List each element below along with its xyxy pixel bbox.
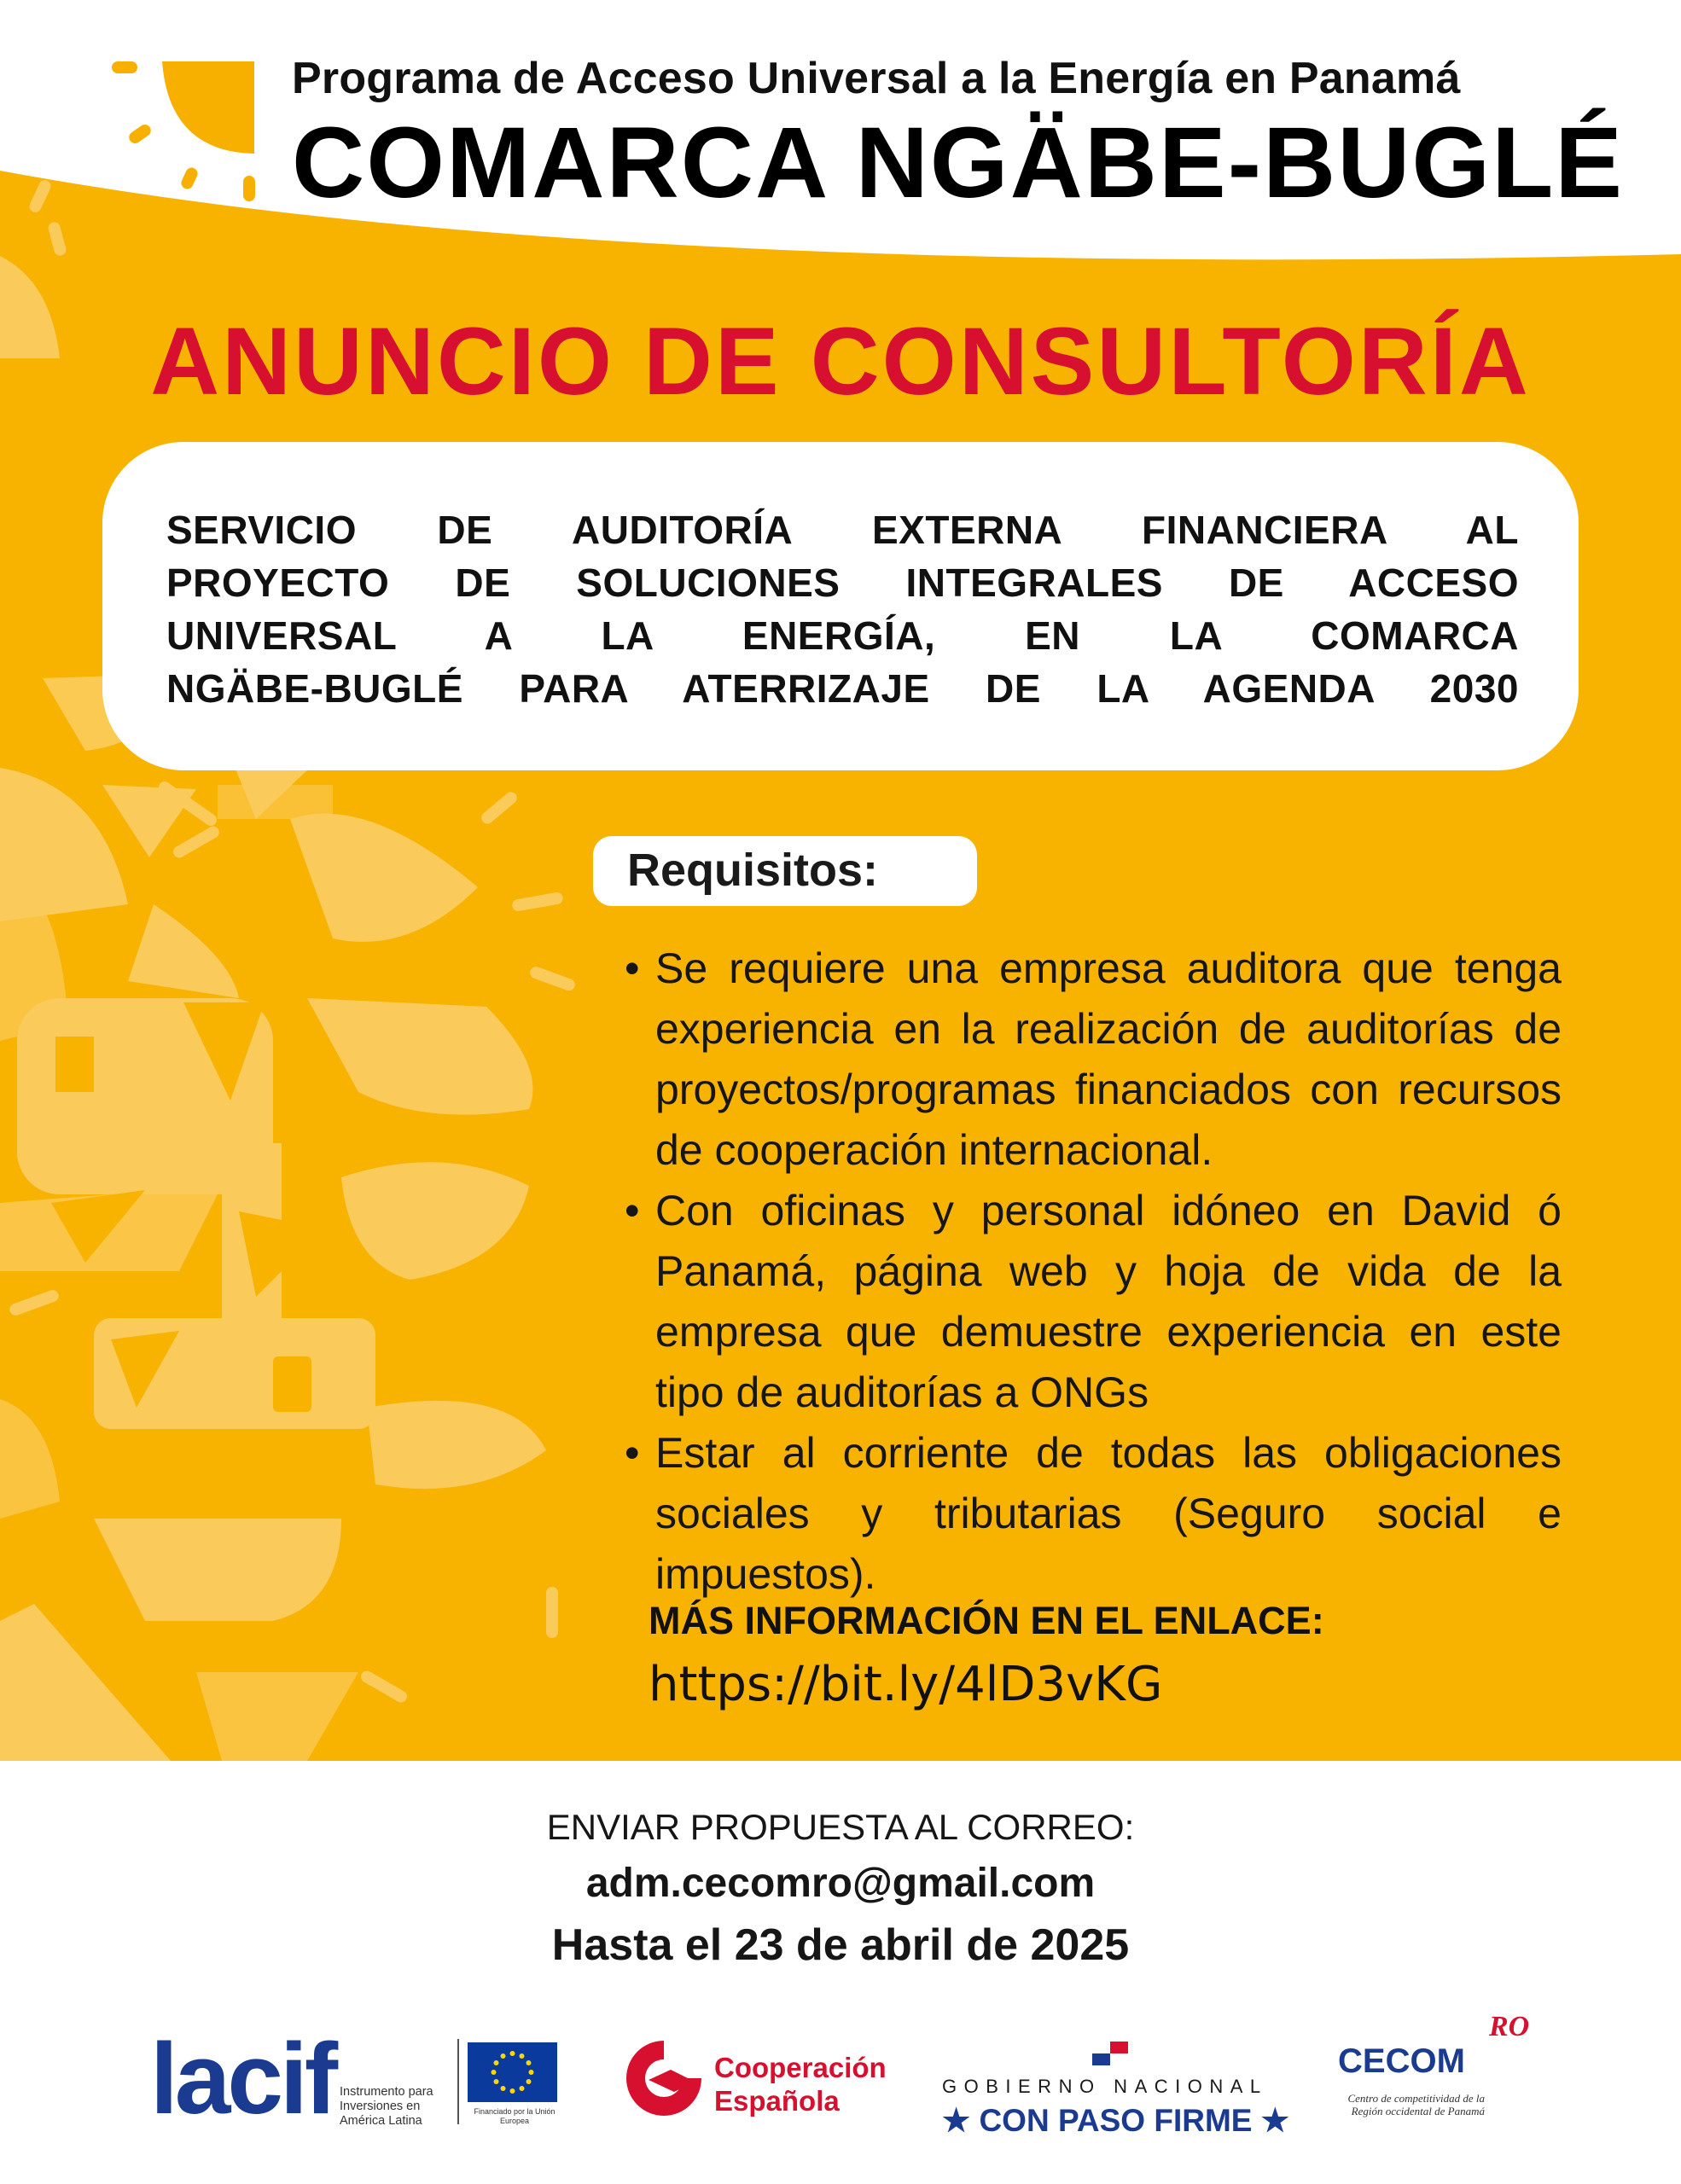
gobierno-line1: GOBIERNO NACIONAL	[942, 2076, 1268, 2097]
service-title-line: SERVICIO DE AUDITORÍA EXTERNA FINANCIERA AL	[166, 508, 1519, 552]
info-link[interactable]: https://bit.ly/4lD3vKG	[649, 1657, 1163, 1712]
requirement-text: Con oficinas y personal idóneo en David ó Panamá, página web y hoja de vida de la empresa que demuestre experiencia en este tipo de auditorías a ONGs	[655, 1187, 1562, 1416]
lacif-subtitle: Instrumento para Inversiones en América Latina	[340, 2085, 433, 2128]
cooperacion-line2: Española	[714, 2085, 840, 2117]
service-title-line: PROYECTO DE SOLUCIONES INTEGRALES DE ACCESO	[166, 561, 1519, 605]
service-title	[166, 503, 1519, 715]
requirement-item	[623, 938, 1562, 1181]
cecom-logo: CECOM	[1338, 2042, 1465, 2080]
logo-divider	[457, 2039, 459, 2124]
bullet-icon: •	[625, 1429, 640, 1477]
send-proposal-label: ENVIAR PROPUESTA AL CORREO:	[546, 1807, 1135, 1847]
region-title: COMARCA NGÄBE-BUGLÉ	[292, 107, 1624, 219]
requirement-text: Estar al corriente de todas las obligaciones sociales y tributarias (Seguro social e impuestos).	[655, 1429, 1562, 1598]
panama-flag-icon	[1092, 2042, 1128, 2065]
requirement-item	[623, 1423, 1562, 1605]
lacif-logo: lacif	[150, 2023, 335, 2135]
service-title-line: UNIVERSAL A LA ENERGÍA, EN LA COMARCA	[166, 613, 1519, 658]
cecom-subtitle: Centro de competitividad de la Región occidental de Panamá	[1347, 2092, 1485, 2117]
requirements-label: Requisitos:	[627, 845, 879, 896]
cooperacion-espanola-logo	[714, 2051, 887, 2117]
requirements-list	[623, 938, 1562, 1605]
bullet-icon: •	[625, 944, 640, 992]
announcement-heading: ANUNCIO DE CONSULTORÍA	[150, 308, 1531, 415]
program-title: Programa de Acceso Universal a la Energía en Panamá	[292, 54, 1461, 103]
gobierno-line2: ★ CON PASO FIRME ★	[942, 2103, 1289, 2138]
requirement-text: Se requiere una empresa auditora que tenga experiencia en la realización de auditorías de proyectos/programas financiados con recursos de cooperación internacional.	[655, 944, 1562, 1174]
contact-email[interactable]: adm.cecomro@gmail.com	[585, 1861, 1096, 1906]
more-info-label: MÁS INFORMACIÓN EN EL ENLACE:	[649, 1599, 1324, 1642]
deadline-text: Hasta el 23 de abril de 2025	[551, 1920, 1130, 1970]
cooperacion-line1: Cooperación	[714, 2052, 887, 2083]
bullet-icon: •	[625, 1187, 640, 1234]
sun-icon	[112, 61, 255, 201]
eu-caption: Financiado por la Unión Europea	[474, 2107, 555, 2125]
eu-flag-icon	[468, 2042, 557, 2102]
cecom-suffix: RO	[1489, 2011, 1530, 2042]
requirement-item	[623, 1181, 1562, 1423]
service-title-line: NGÄBE-BUGLÉ PARA ATERRIZAJE DE LA AGENDA 2030	[166, 666, 1519, 711]
cooperacion-espanola-icon	[623, 2036, 705, 2121]
